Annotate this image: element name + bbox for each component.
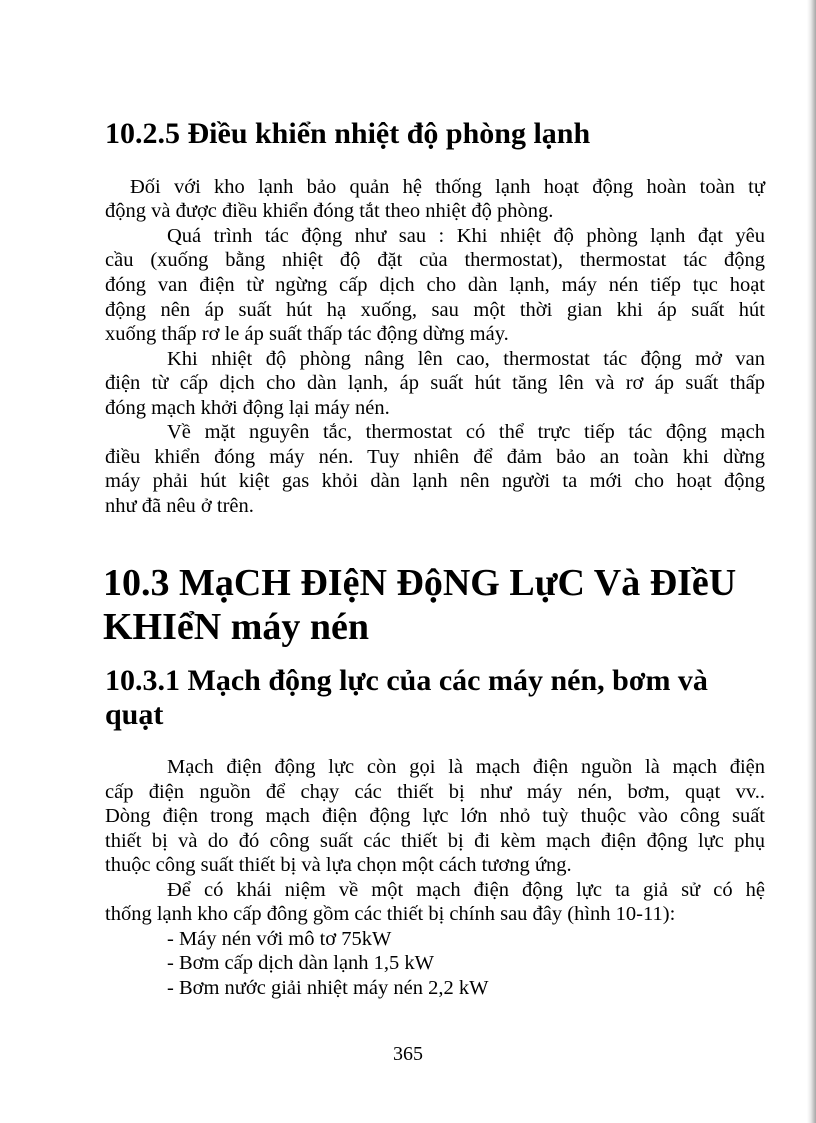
paragraph-line: thống lạnh kho cấp đông gồm các thiết bị chính sau đây (hình 10-11): [105,903,676,925]
paragraph-line: thuộc công suất thiết bị và lựa chọn một cách tương ứng. [105,854,572,876]
paragraph-line: Dòng điện trong mạch điện động lực lớn nhỏ tuỳ thuộc vào công suất [105,805,765,827]
paragraph-line: động và được điều khiển đóng tắt theo nhiệt độ phòng. [105,200,554,222]
paragraph-line: Mạch điện động lực còn gọi là mạch điện nguồn là mạch điện [167,756,765,778]
section-heading-10-3-1-line1: 10.3.1 Mạch động lực của các máy nén, bơm và [105,664,708,697]
list-item: - Bơm nước giải nhiệt máy nén 2,2 kW [167,977,489,999]
paragraph-line: Về mặt nguyên tắc, thermostat có thể trực tiếp tác động mạch [167,421,765,443]
paragraph-line: cầu (xuống bằng nhiệt độ đặt của thermostat), thermostat tác động [105,249,765,271]
paragraph-line: máy phải hút kiệt gas khỏi dàn lạnh nên người ta mới cho hoạt động [105,470,765,492]
scan-edge-shadow [807,0,816,1123]
paragraph-line: cấp điện nguồn để chạy các thiết bị như máy nén, bơm, quạt vv.. [105,781,765,803]
chapter-heading-10-3-line2: KHIểN máy nén [103,606,369,648]
list-item: - Máy nén với mô tơ 75kW [167,928,392,950]
paragraph-line: đóng mạch khởi động lại máy nén. [105,397,390,419]
paragraph-line: Để có khái niệm về một mạch điện động lực ta giả sử có hệ [167,879,765,901]
section-heading-10-3-1-line2: quạt [105,698,164,731]
paragraph-line: Đối với kho lạnh bảo quản hệ thống lạnh hoạt động hoàn toàn tự [130,176,765,198]
paragraph-line: như đã nêu ở trên. [105,495,254,517]
paragraph-line: điện từ cấp dịch cho dàn lạnh, áp suất hút tăng lên và rơ áp suất thấp [105,372,765,394]
page-number: 365 [393,1043,423,1065]
paragraph-line: Quá trình tác động như sau : Khi nhiệt độ phòng lạnh đạt yêu [167,225,765,247]
paragraph-line: đóng van điện từ ngừng cấp dịch cho dàn lạnh, máy nén tiếp tục hoạt [105,274,765,296]
paragraph-line: động nên áp suất hút hạ xuống, sau một thời gian khi áp suất hút [105,299,765,321]
paragraph-line: thiết bị và do đó công suất các thiết bị đi kèm mạch điện động lực phụ [105,830,765,852]
section-heading-10-2-5: 10.2.5 Điều khiển nhiệt độ phòng lạnh [105,117,591,150]
paragraph-line: xuống thấp rơ le áp suất thấp tác động dừng máy. [105,323,509,345]
chapter-heading-10-3-line1: 10.3 MạCH ĐIệN ĐộNG LựC Và ĐIềU [103,562,737,604]
paragraph-line: Khi nhiệt độ phòng nâng lên cao, thermostat tác động mở van [167,348,765,370]
paragraph-line: điều khiển đóng máy nén. Tuy nhiên để đảm bảo an toàn khi dừng [105,446,765,468]
list-item: - Bơm cấp dịch dàn lạnh 1,5 kW [167,952,435,974]
